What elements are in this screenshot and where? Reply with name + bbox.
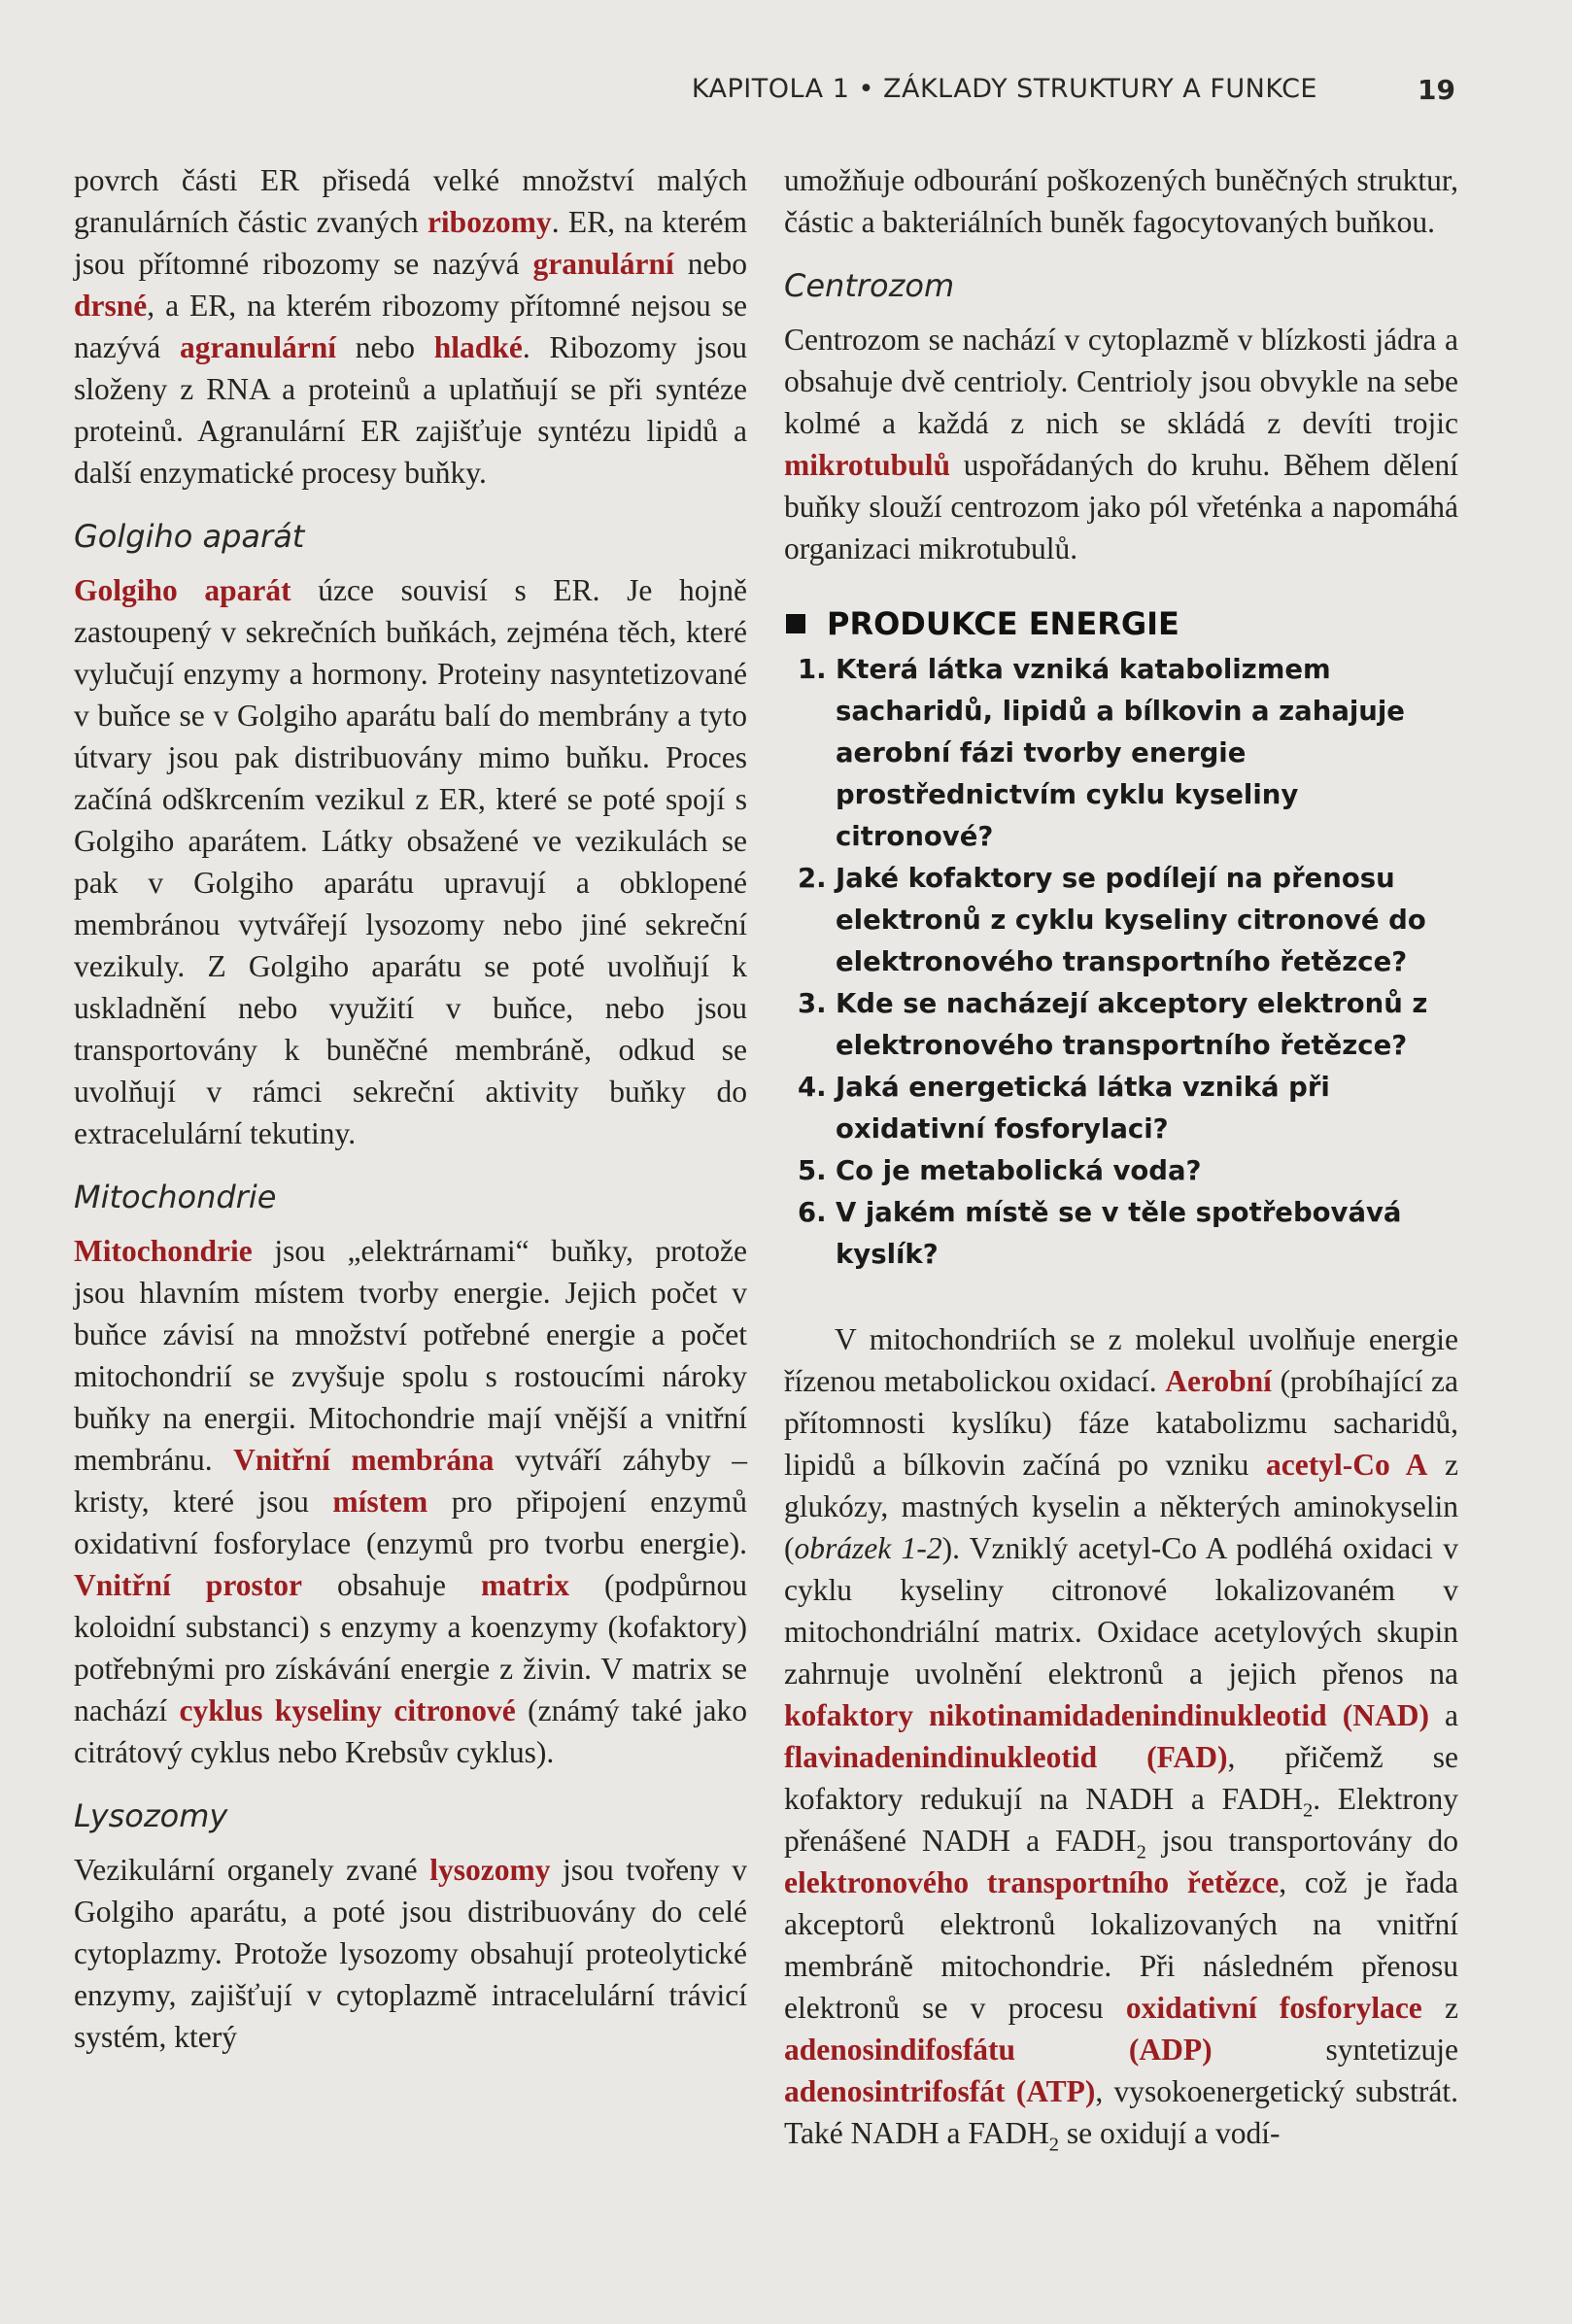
subscript: 2 xyxy=(1048,2134,1060,2156)
running-header xyxy=(0,74,1572,113)
text: jsou transportovány do xyxy=(1145,1824,1458,1858)
text: pro připojení enzymů oxidativní fosforylace (enzymů pro tvorbu energie). xyxy=(74,1485,748,1560)
question-item xyxy=(784,983,1458,1067)
text: V mitochondriích se z molekul uvolňuje energie řízenou metabolickou oxidací. xyxy=(784,1322,1458,1398)
text: z xyxy=(1421,1991,1459,2025)
question-item xyxy=(784,1192,1458,1276)
question-text: Co je metabolická voda? xyxy=(836,1155,1202,1186)
right-column xyxy=(784,159,1458,2154)
text: , vysokoenergetický substrát. Také NADH a FADH xyxy=(784,2074,1458,2150)
text: ). Vzniklý acetyl-Co A podléhá oxidaci v cyklu kyseliny citronové lokalizovaném v mitochondriální matrix. Oxidace acetylových skupin zahrnuje uvolnění elektronů a jejich přenos na xyxy=(784,1531,1458,1691)
mito-paragraph xyxy=(74,1230,747,1773)
text: obsahuje xyxy=(301,1568,482,1602)
keyword: Mitochondrie xyxy=(74,1234,253,1268)
keyword: granulární xyxy=(532,247,674,281)
keyword: adenosindifosfátu (ADP) xyxy=(784,2033,1213,2067)
left-column xyxy=(74,159,747,2058)
question-text: Jaké kofaktory se podílejí na přenosu elektronů z cyklu kyseliny citronové do elektronového transportního řetězce? xyxy=(836,863,1426,977)
subscript: 2 xyxy=(1302,1799,1314,1822)
text: . ER, na kterém jsou přítomné ribozomy se nazývá xyxy=(74,205,747,281)
section-heading-energy xyxy=(784,604,1458,643)
text: jsou tvořeny v Golgiho aparátu, a poté jsou distribuovány do celé cytoplazmy. Protože lysozomy obsahují proteolytické enzymy, zajišťují v cytoplazmě intracelulární trávicí systém, který xyxy=(74,1853,747,2054)
text: nebo xyxy=(336,330,434,364)
keyword: flavinadenindinukleotid (FAD) xyxy=(784,1740,1228,1774)
keyword: lysozomy xyxy=(429,1853,551,1887)
page-number: 19 xyxy=(1418,74,1455,106)
keyword: Golgiho aparát xyxy=(74,573,291,607)
text: úzce souvisí s ER. Je hojně zastoupený v sekrečních buňkách, zejména těch, které vylučují enzymy a hormony. Proteiny nasyntetizované v buňce se v Golgiho aparátu balí do membrány a tyto útvary jsou pak distribuovány mimo buňku. Proces začíná odškrcením vezikul z ER, které se poté spojí s Golgiho aparátem. Látky obsažené ve vezikulách se pak v Golgiho aparátu upravují a obklopené membránou vytvářejí lysozomy nebo jiné sekreční vezikuly. Z Golgiho aparátu se poté uvolňují k uskladnění nebo využití v buňce, nebo jsou transportovány k buněčné membráně, odkud se uvolňují v rámci sekreční aktivity buňky do extracelulární tekutiny. xyxy=(74,573,748,1150)
keyword: mikrotubulů xyxy=(784,448,950,482)
text: se oxidují a vodí- xyxy=(1059,2116,1281,2150)
text: povrch části ER přisedá velké množství malých granulárních částic zvaných xyxy=(74,163,747,239)
keyword: hladké xyxy=(433,330,523,364)
text: (podpůrnou koloidní substanci) s enzymy a koenzymy (kofaktory) potřebnými pro získávání energie z živin. V matrix se nachází xyxy=(74,1568,747,1727)
text: Centrozom se nachází v cytoplazmě v blízkosti jádra a obsahuje dvě centrioly. Centrioly jsou obvykle na sebe kolmé a každá z nich se skládá z devíti trojic xyxy=(784,323,1458,440)
text: z glukózy, mastných kyselin a některých aminokyselin ( xyxy=(784,1448,1459,1565)
keyword: kofaktory nikotinamidadenindinukleotid (NAD) xyxy=(784,1698,1429,1732)
heading-golgi: Golgiho aparát xyxy=(74,518,305,555)
question-number: 1. xyxy=(798,654,827,685)
text: , přičemž se kofaktory redukují na NADH a FADH xyxy=(784,1740,1458,1816)
question-item xyxy=(784,1067,1458,1150)
centro-paragraph xyxy=(784,319,1458,569)
heading-mitochondrie: Mitochondrie xyxy=(74,1179,277,1215)
question-text: Která látka vzniká katabolizmem sacharidů, lipidů a bílkovin a zahajuje aerobní fázi tvorby energie prostřednictvím cyklu kyseliny citronové? xyxy=(836,654,1405,852)
question-text: Kde se nacházejí akceptory elektronů z elektronového transportního řetězce? xyxy=(836,988,1428,1061)
keyword: Aerobní xyxy=(1165,1364,1272,1398)
question-number: 6. xyxy=(798,1197,827,1228)
text: Vezikulární organely zvané xyxy=(74,1853,430,1887)
keyword: ribozomy xyxy=(427,205,552,239)
text: . Ribozomy jsou složeny z RNA a proteinů a uplatňují se při syntéze proteinů. Agranulární ER zajišťuje syntézu lipidů a další enzymatické procesy buňky. xyxy=(74,330,747,490)
text: uspořádaných do kruhu. Během dělení buňky slouží centrozom jako pól vřeténka a napomáhá organizaci mikrotubulů. xyxy=(784,448,1458,565)
text: , což je řada akceptorů elektronů lokalizovaných na vnitřní membráně mitochondrie. Při následném přenosu elektronů se v procesu xyxy=(784,1865,1458,2025)
text: nebo xyxy=(673,247,747,281)
text: syntetizuje xyxy=(1212,2033,1458,2067)
keyword: Vnitřní membrána xyxy=(233,1443,495,1477)
heading-centrozom: Centrozom xyxy=(784,267,955,304)
golgi-paragraph xyxy=(74,569,747,1154)
square-bullet-icon xyxy=(786,614,805,633)
keyword: agranulární xyxy=(179,330,336,364)
question-number: 5. xyxy=(798,1155,827,1186)
question-number: 2. xyxy=(798,863,827,894)
text: jsou „elektrárnami“ buňky, protože jsou hlavním místem tvorby energie. Jejich počet v buňce závisí na množství potřebné energie a počet mitochondrií se zvyšuje spolu s rostoucími nároky buňky na energii. Mitochondrie mají vnější a vnitřní membránu. xyxy=(74,1234,747,1477)
keyword: místem xyxy=(332,1485,428,1519)
text: vytváří záhyby – kristy, které jsou xyxy=(74,1443,747,1519)
question-item xyxy=(784,1150,1458,1192)
lyso-paragraph xyxy=(74,1849,747,2058)
keyword: oxidativní fosforylace xyxy=(1125,1991,1422,2025)
keyword: matrix xyxy=(481,1568,569,1602)
text: (probíhající za přítomnosti kyslíku) fáze katabolizmu sacharidů, lipidů a bílkovin začíná po vzniku xyxy=(784,1364,1458,1482)
keyword: drsné xyxy=(74,289,148,323)
er-paragraph xyxy=(74,159,747,494)
keyword: elektronového transportního řetězce xyxy=(784,1865,1280,1899)
question-text: Jaká energetická látka vzniká při oxidativní fosforylaci? xyxy=(836,1072,1330,1145)
keyword: acetyl-Co A xyxy=(1266,1448,1428,1482)
figure-reference: obrázek 1-2 xyxy=(794,1531,942,1565)
question-item xyxy=(784,858,1458,983)
question-list xyxy=(784,649,1458,1276)
lyso-continued-paragraph: umožňuje odbourání poškozených buněčných struktur, částic a bakteriálních buněk fagocytovaných buňkou. xyxy=(784,163,1458,239)
keyword: cyklus kyseliny citronové xyxy=(179,1693,516,1727)
question-item xyxy=(784,649,1458,858)
question-text: V jakém místě se v těle spotřebovává kyslík? xyxy=(836,1197,1402,1270)
text: a xyxy=(1428,1698,1458,1732)
question-number: 3. xyxy=(798,988,827,1019)
chapter-title: KAPITOLA 1 • ZÁKLADY STRUKTURY A FUNKCE xyxy=(691,74,1317,104)
energy-paragraph xyxy=(784,1318,1458,2154)
subscript: 2 xyxy=(1136,1841,1146,1863)
text: (známý také jako citrátový cyklus nebo Krebsův cyklus). xyxy=(74,1693,747,1769)
text: . Elektrony přenášené NADH a FADH xyxy=(784,1782,1458,1858)
section-title: PRODUKCE ENERGIE xyxy=(827,605,1179,642)
text: , a ER, na kterém ribozomy přítomné nejsou se nazývá xyxy=(74,289,747,364)
keyword: Vnitřní prostor xyxy=(74,1568,302,1602)
keyword: adenosintrifosfát (ATP) xyxy=(784,2074,1096,2108)
heading-lysozomy: Lysozomy xyxy=(74,1797,228,1834)
question-number: 4. xyxy=(798,1072,827,1103)
